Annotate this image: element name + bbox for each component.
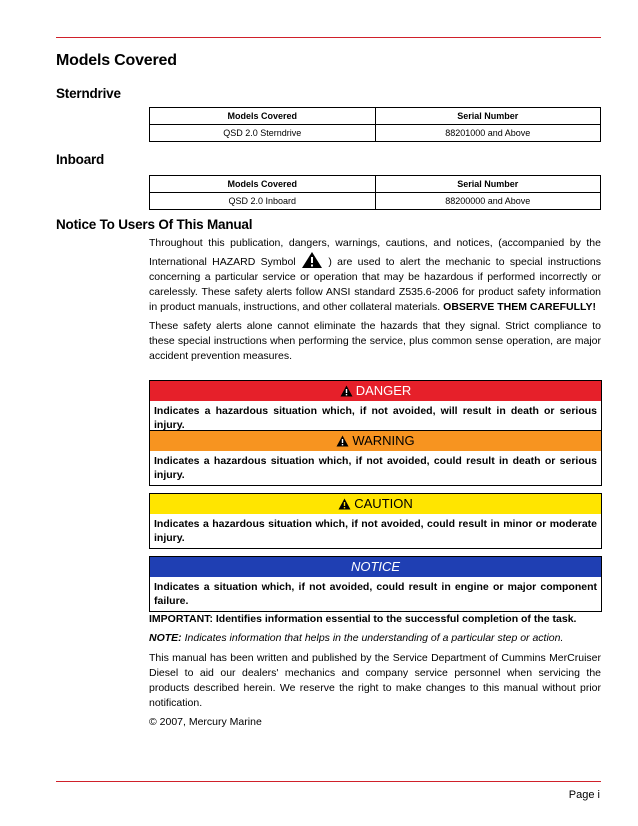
notice-paragraph-2: These safety alerts alone cannot eliminate the hazards that they signal. Strict compliance to these special instructions when performing the service, plus common sense operation, are major accident prevention measures. (149, 320, 601, 362)
col-serial-header: Serial Number (375, 108, 601, 125)
copyright: © 2007, Mercury Marine (149, 716, 262, 728)
page-title: Models Covered (56, 52, 177, 69)
notice-box (149, 556, 602, 612)
closing-paragraph: This manual has been written and published by the Service Department of Cummins MerCruiser Diesel to aid our dealers' mechanics and company service personnel when servicing the products described herein. We reserve the right to make changes to this manual without prior notification. (149, 652, 601, 709)
model-cell: QSD 2.0 Sterndrive (150, 125, 376, 142)
caution-text: Indicates a hazardous situation which, if not avoided, could result in minor or moderate injury. (150, 514, 601, 548)
model-cell: QSD 2.0 Inboard (150, 193, 376, 210)
inboard-heading: Inboard (56, 152, 105, 167)
caution-box (149, 493, 602, 549)
important-line: IMPORTANT: Identifies information essential to the successful completion of the task. (149, 613, 577, 625)
warning-box (149, 430, 602, 486)
danger-header: DANGER (150, 381, 601, 401)
notice-heading: Notice To Users Of This Manual (56, 217, 253, 232)
col-serial-header: Serial Number (375, 176, 601, 193)
inboard-table (149, 175, 601, 210)
caution-header: CAUTION (150, 494, 601, 514)
header-rule (56, 37, 601, 38)
notice-body (149, 236, 601, 368)
page-number: Page i (568, 789, 600, 801)
notice-header: NOTICE (150, 557, 601, 577)
notice-paragraph-1: Throughout this publication, dangers, warnings, cautions, and notices, (accompanied by the International HAZARD Symbol ) are used to alert the mechanic to special instructions concerning a particular service or operation that may be hazardous if performed incorrectly or carelessly. These safety alerts follow ANSI standard Z535.6-2006 for product safety information in product manuals, instructions, and other collateral materials. OBSERVE THEM CAREFULLY! (149, 237, 602, 313)
warning-text: Indicates a hazardous situation which, if not avoided, could result in death or serious injury. (150, 451, 601, 485)
closing-body (149, 651, 601, 734)
danger-text: Indicates a hazardous situation which, if not avoided, will result in death or serious injury. (150, 401, 601, 435)
warning-triangle-icon (301, 251, 323, 269)
warning-triangle-icon (336, 435, 349, 447)
col-models-header: Models Covered (150, 176, 376, 193)
warning-triangle-icon (338, 498, 351, 510)
col-models-header: Models Covered (150, 108, 376, 125)
note-line: NOTE: Indicates information that helps in the understanding of a particular step or action. (149, 632, 564, 644)
serial-cell: 88201000 and Above (375, 125, 601, 142)
sterndrive-heading: Sterndrive (56, 86, 121, 101)
warning-triangle-icon (340, 385, 353, 397)
serial-cell: 88200000 and Above (375, 193, 601, 210)
sterndrive-table (149, 107, 601, 142)
danger-box (149, 380, 602, 436)
footer-rule (56, 781, 601, 782)
notice-text: Indicates a situation which, if not avoided, could result in engine or major component failure. (150, 577, 601, 611)
warning-header: WARNING (150, 431, 601, 451)
